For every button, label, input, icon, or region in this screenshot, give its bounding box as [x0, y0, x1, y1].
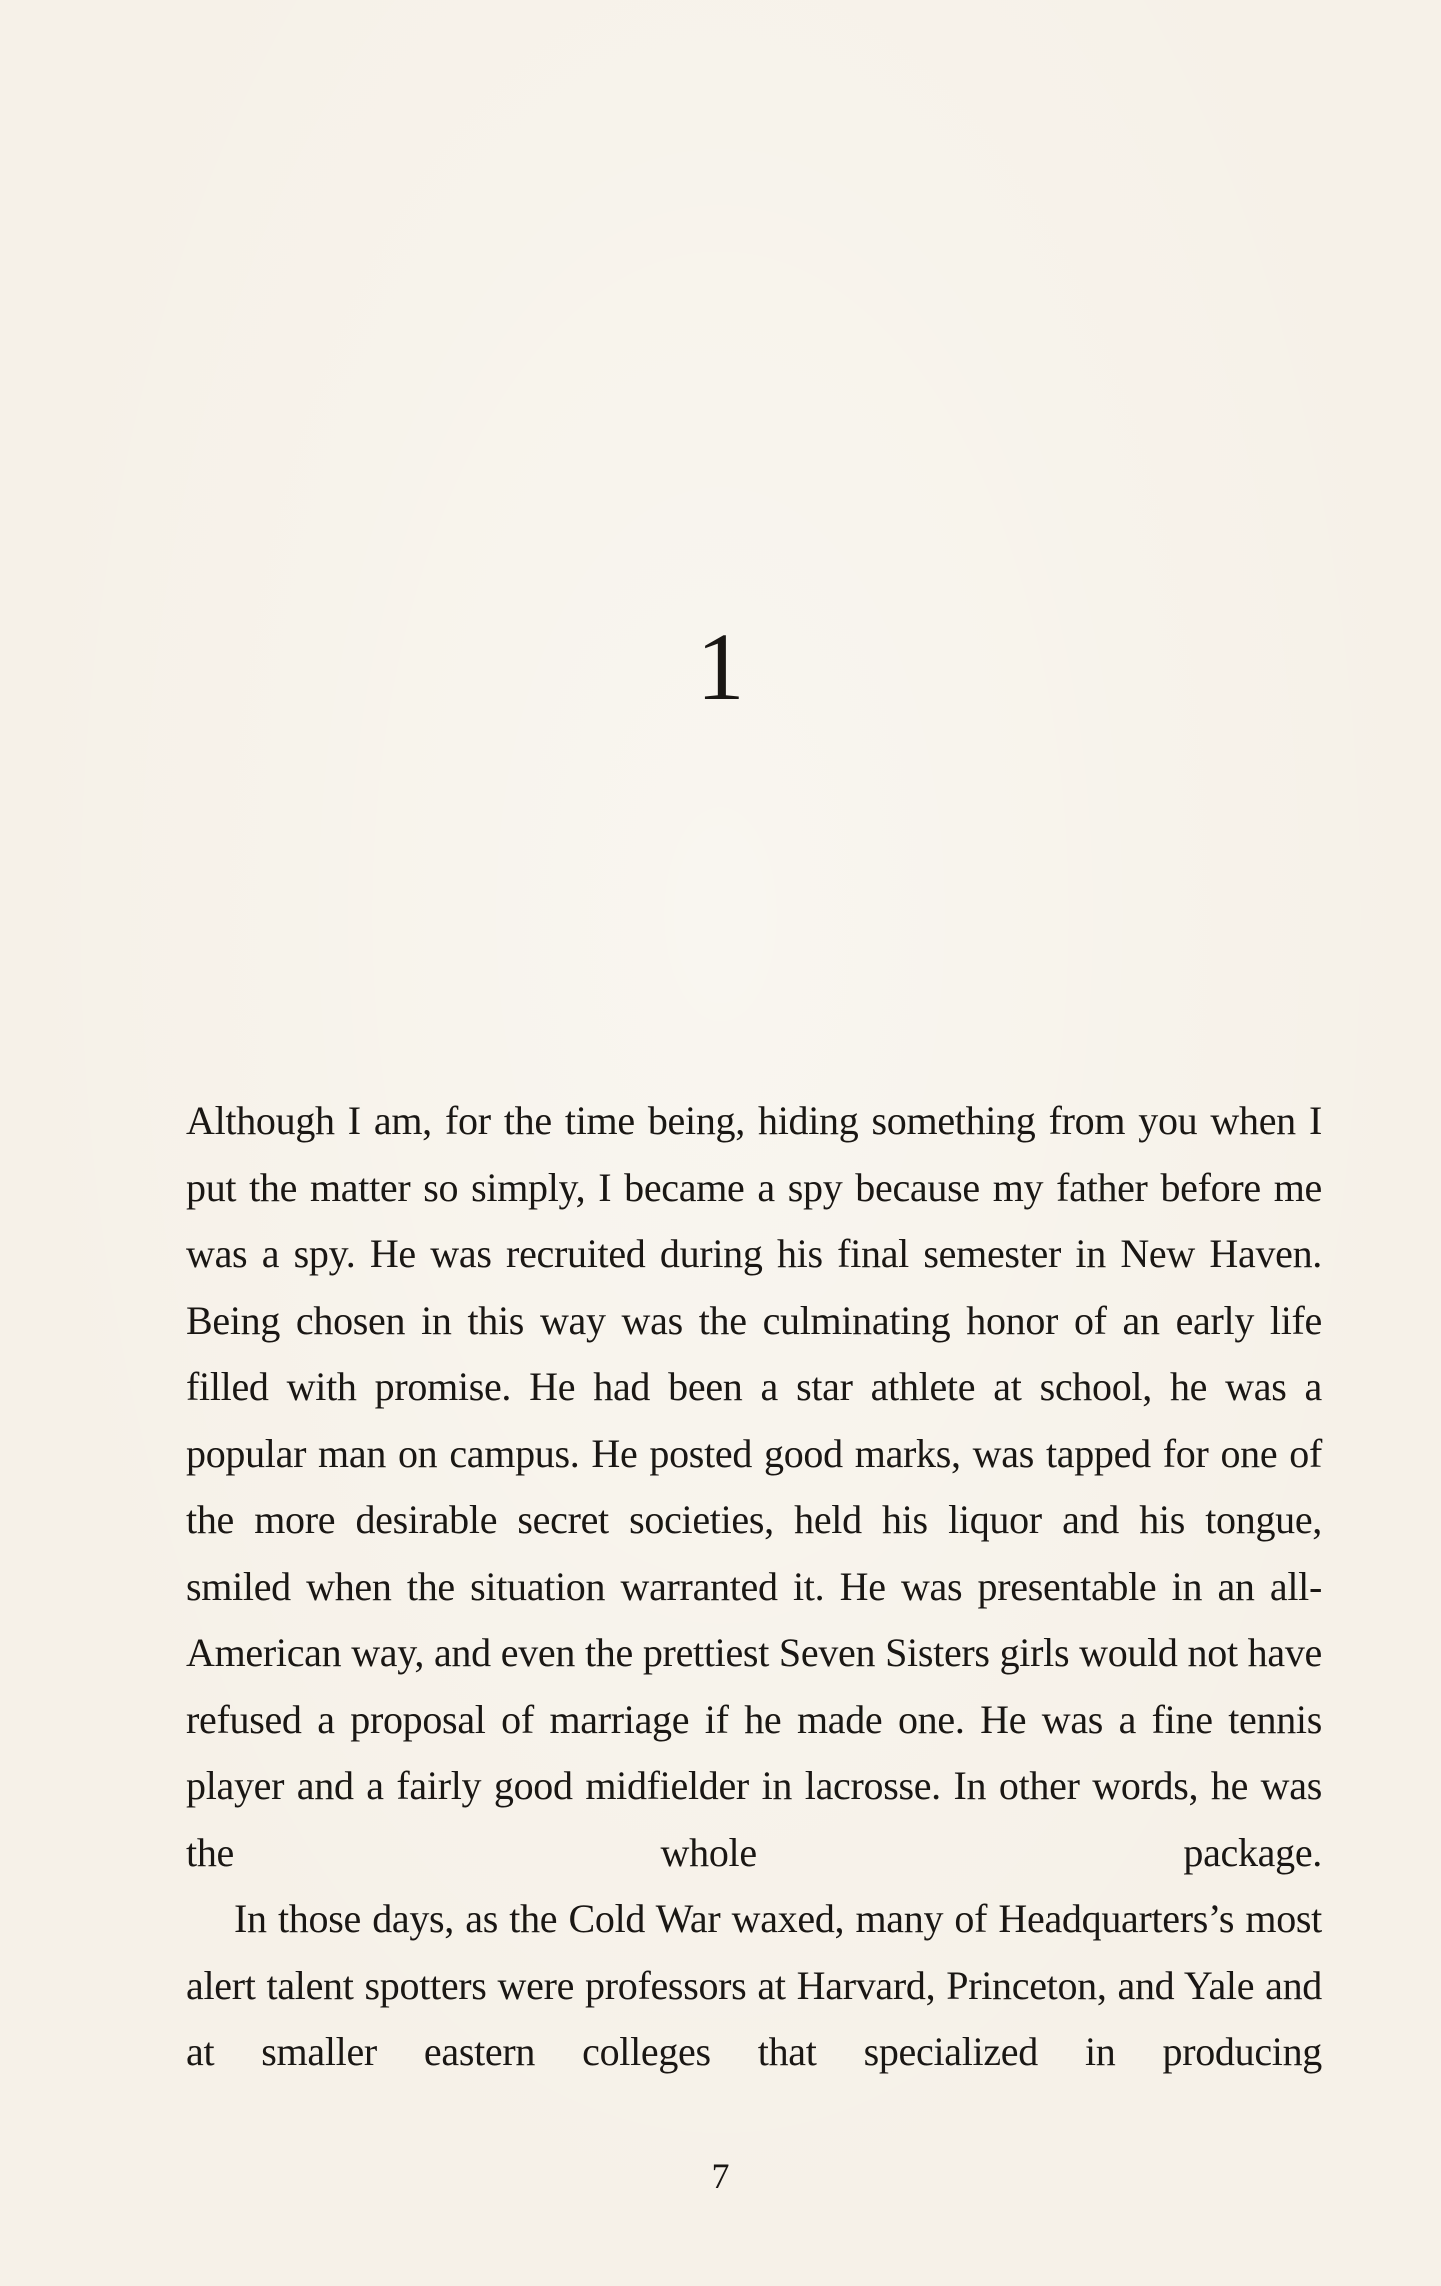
chapter-number: 1 — [696, 613, 745, 720]
page-number: 7 — [711, 2156, 730, 2196]
paragraph-1: Although I am, for the time being, hiding something from you when I put the matter so simply, I became a spy because my father before me was a spy. He was recruited during his final semester in New Haven. Being chosen in this way was the culminating honor of an early life filled with promise. He had been a star athlete at school, he was a popular man on campus. He posted good marks, was tapped for one of the more desirable secret societies, held his liquor and his tongue, smiled when the situation warranted it. He was presentable in an all-American way, and even the prettiest Seven Sisters girls would not have refused a proposal of marriage if he made one. He was a fine tennis player and a fairly good midfielder in lacrosse. In other words, he was the whole package. — [186, 1098, 1322, 1875]
paragraph-2: In those days, as the Cold War waxed, many of Headquarters’s most alert talent spotters were professors at Harvard, Princeton, and Yale and at smaller eastern colleges that specialized in producing — [186, 1896, 1322, 2074]
body-text — [186, 1088, 1322, 2086]
show-through-text — [190, 150, 1320, 1050]
